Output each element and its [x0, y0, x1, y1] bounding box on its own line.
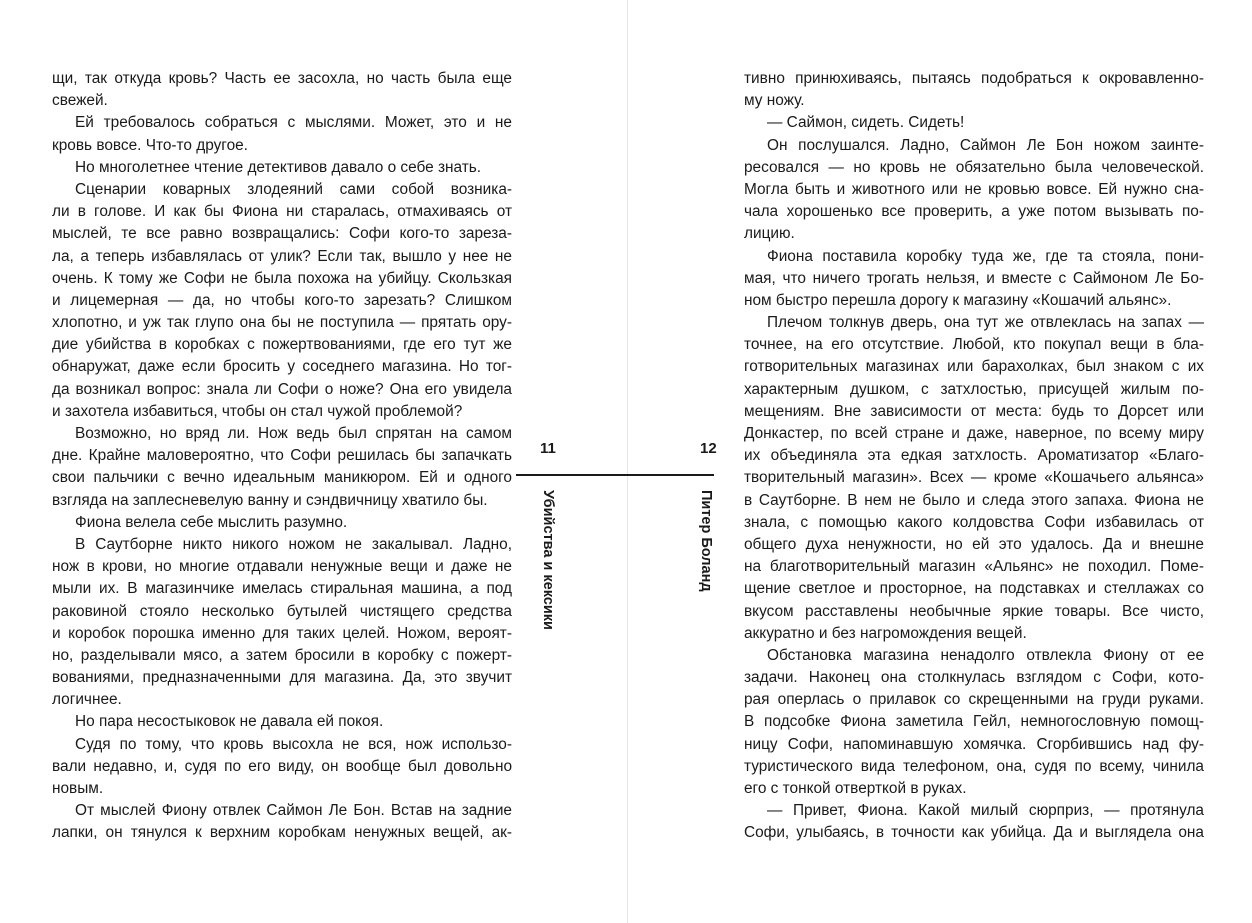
text-line: вованиями, предназначенными для магазина. Да, это звучит — [52, 669, 512, 687]
text-line: Обстановка магазина ненадолго отвлекла Фиону от ее — [767, 646, 1204, 664]
text-line: Сценарии коварных злодеяний сами собой возника- — [75, 180, 512, 198]
text-line: задачи. Наконец она столкнулась взглядом с Софи, кото- — [744, 669, 1204, 687]
text-line: и захотела избавиться, чтобы он стал чужой проблемой? — [52, 402, 463, 420]
text-line: обнаружат, даже если бросить у соседнего магазина. Но тог- — [52, 358, 512, 376]
text-line: но, разделывали мясо, а затем бросили в коробку с пожерт- — [52, 646, 512, 664]
text-line: на благотворительный магазин «Альянс» не походил. Поме- — [744, 558, 1204, 576]
text-line: ницу Софи, напоминавшую хомячка. Сгорбившись над фу- — [744, 735, 1204, 753]
text-line: кровь вовсе. Что-то другое. — [52, 136, 248, 154]
text-line: в Саутборне. В нем не было и следа этого запаха. Фиона не — [744, 491, 1204, 509]
text-line: готворительных магазинах или барахолках, был знаком с их — [744, 358, 1204, 376]
text-line: новым. — [52, 780, 104, 797]
text-line: Донкастер, по всей стране и даже, наверное, по всему миру — [744, 425, 1204, 442]
text-line: нож в крови, но многие отдавали ненужные вещи и даже не — [52, 558, 512, 576]
text-line: взгляда на заплесневелую ванну и сэндвичницу хватило бы. — [52, 491, 488, 509]
text-line: туристического вида телефоном, она, судя по всему, чинила — [744, 757, 1204, 775]
text-line: точнее, на его отсутствие. Любой, кто покупал вещи в бла- — [744, 336, 1204, 354]
text-line: дне. Крайне маловероятно, что Софи решилась бы запачкать — [52, 447, 512, 465]
right-header-rule — [628, 474, 714, 476]
text-line: общего духа ненужности, но ей это удалось. Да и внешне — [744, 535, 1204, 553]
left-page-number: 11 — [540, 440, 556, 457]
text-line: знала, с помощью какого колдовства Софи избавилась от — [744, 513, 1204, 531]
left-page-text — [52, 68, 512, 845]
text-line: От мыслей Фиону отвлек Саймон Ле Бон. Встав на задние — [75, 802, 512, 820]
text-line: вкусом расставлены необычные яркие товары. Все чисто, — [744, 602, 1204, 620]
text-line: дие убийства в коробках с пожертвованиями, где его тут же — [52, 336, 512, 354]
text-line: мая, что ничего трогать нельзя, и вместе с Саймоном Ле Бо- — [744, 269, 1204, 287]
text-line: Плечом толкнув дверь, она тут же отвлеклась на запах — — [767, 314, 1204, 332]
text-line: Фиона велела себе мыслить разумно. — [75, 513, 348, 531]
text-line: — Привет, Фиона. Какой милый сюрприз, — протянула — [767, 802, 1204, 820]
text-line: ли в голове. И как бы Фиона ни старалась, отмахиваясь от — [52, 203, 512, 221]
right-page-number: 12 — [700, 440, 717, 457]
text-line: свежей. — [52, 92, 108, 110]
text-line: раковиной стояло несколько бутылей чистящего средства — [52, 602, 512, 620]
text-line: мыли их. В магазинчике имелась стиральная машина, а под — [52, 580, 512, 598]
right-page-text — [744, 68, 1204, 845]
text-line: аккуратно и без нагромождения вещей. — [744, 624, 1027, 642]
text-line: Ей требовалось собраться с мыслями. Может, это и не — [75, 114, 512, 132]
text-line: ресовался — но кровь не обязательно была человеческой. — [744, 158, 1204, 176]
text-line: чала хорошенько все проверить, а уже потом вызывать по- — [744, 203, 1204, 221]
text-line: ла, а теперь избавлялась от улик? Если так, вышло у нее не — [52, 247, 512, 265]
left-running-title: Убийства и кексики — [540, 490, 556, 630]
text-line: — Саймон, сидеть. Сидеть! — [767, 114, 965, 132]
text-line: Но пара несостыковок не давала ей покоя. — [75, 713, 384, 731]
text-line: В подсобке Фиона заметила Гейл, немногословную помощ- — [744, 713, 1204, 731]
text-line: Фиона поставила коробку туда же, где та стояла, пони- — [767, 247, 1204, 265]
text-line: его с тонкой отверткой в руках. — [744, 780, 967, 797]
text-line: и коробок порошка именно для таких целей. Ножом, вероят- — [52, 624, 512, 642]
text-line: и лицемерная — да, но чтобы кого-то зарезать? Слишком — [52, 291, 512, 309]
text-line: му ножу. — [744, 92, 805, 110]
text-line: Судя по тому, что кровь высохла не вся, нож использо- — [75, 735, 512, 753]
book-gutter — [627, 0, 628, 923]
text-line: творительный магазин». Всех — кроме «Кошачьего альянса» — [744, 469, 1204, 487]
text-line: В Саутборне никто никого ножом не закалывал. Ладно, — [75, 535, 512, 553]
text-line: Возможно, но вряд ли. Нож ведь был спрятан на самом — [75, 425, 512, 442]
text-line: свои пальчики с вечно идеальным маникюром. Ей и одного — [52, 469, 512, 487]
text-line: Софи, улыбаясь, в точности как убийца. Да и выглядела она — [744, 824, 1204, 842]
text-line: щение светлое и просторное, на подставках и стеллажах со — [744, 580, 1204, 598]
left-header-rule — [516, 474, 628, 476]
text-line: Могла быть и животного или не кровью вовсе. Ей нужно сна- — [744, 180, 1204, 198]
text-line: Но многолетнее чтение детективов давало о себе знать. — [75, 158, 482, 176]
text-line: щи, так откуда кровь? Часть ее засохла, но часть была еще — [52, 70, 512, 87]
text-line: мыслей, те все равно возвращались: Софи кого-то зареза- — [52, 225, 512, 243]
text-line: да возникал вопрос: знала ли Софи о ноже? Она его увидела — [52, 380, 512, 398]
text-line: рая оперлась о прилавок со скрещенными на груди руками. — [744, 691, 1204, 709]
text-line: ном быстро перешла дорогу к магазину «Кошачий альянс». — [744, 291, 1172, 309]
text-line: мещениям. Вне зависимости от места: будь то Дорсет или — [744, 402, 1204, 420]
text-line: логичнее. — [52, 691, 122, 709]
text-line: лицию. — [744, 225, 795, 243]
text-line: их объединяла эта едкая затхлость. Ароматизатор «Благо- — [744, 447, 1204, 465]
text-line: лапки, он тянулся к верхним коробкам ненужных вещей, ак- — [52, 824, 512, 842]
text-line: вали недавно, и, судя по его виду, он вообще был довольно — [52, 757, 512, 775]
text-line: Он послушался. Ладно, Саймон Ле Бон ножом заинте- — [767, 136, 1204, 154]
right-running-title: Питер Боланд — [698, 490, 714, 592]
text-line: хлопотно, и уж так глупо она бы не поступила — прятать ору- — [52, 314, 512, 332]
text-line: очень. К тому же Софи не была похожа на убийцу. Скользкая — [52, 269, 512, 287]
text-line: характерным душком, с затхлостью, присущей жилым по- — [744, 380, 1204, 398]
text-line: тивно принюхиваясь, пытаясь подобраться к окровавленно- — [744, 70, 1204, 87]
